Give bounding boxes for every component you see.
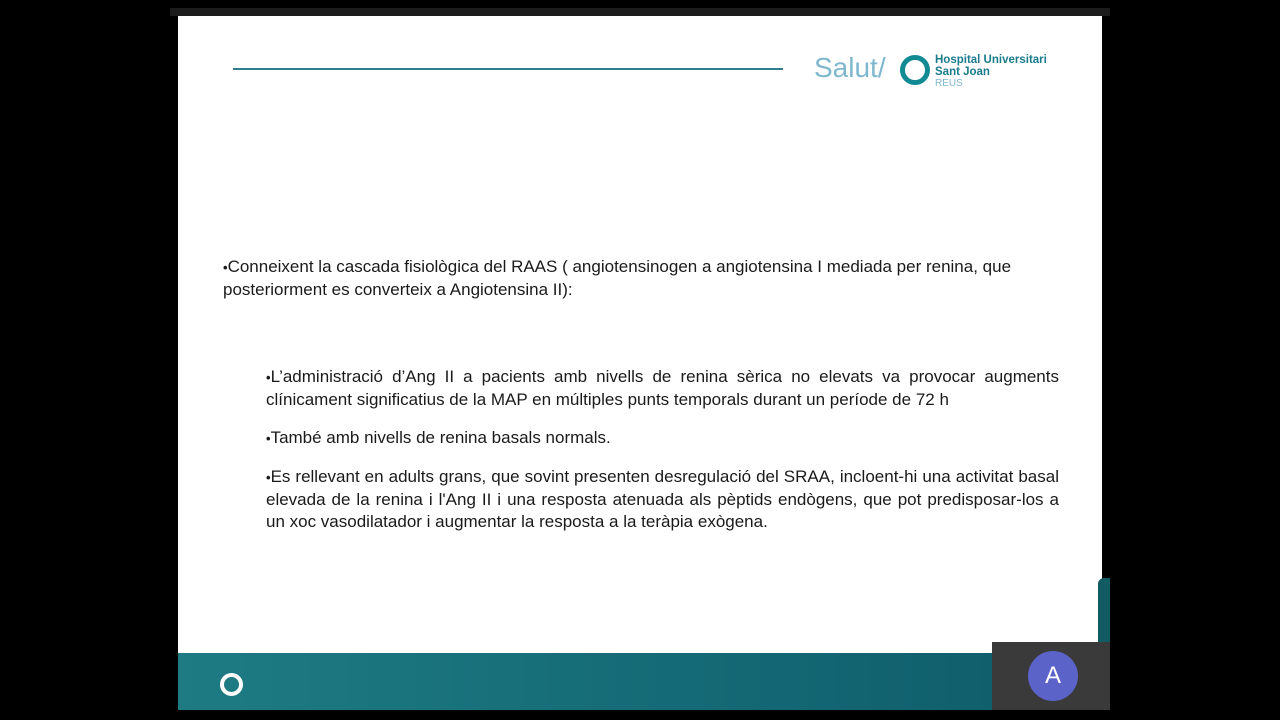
sub-bullet-text: També amb nivells de renina basals normals.	[270, 428, 611, 447]
sub-bullet-item	[266, 466, 1059, 533]
participant-avatar[interactable]: A	[1028, 651, 1078, 701]
slide-content	[223, 256, 1059, 549]
hospital-name-line2: Sant Joan	[935, 66, 990, 78]
hospital-logo-icon	[900, 55, 930, 85]
bullet-icon: •	[266, 370, 271, 385]
presentation-slide	[178, 16, 1102, 710]
sub-bullet-text: L’administració d’Ang II a pacients amb nivells de renina sèrica no elevats va provocar augments clínicament significatius de la MAP en múltiples punts temporals durant un període de 72 h	[266, 367, 1059, 409]
sub-bullet-item	[266, 366, 1059, 411]
slide-top-strip	[170, 8, 1110, 16]
participant-tile[interactable]	[992, 642, 1110, 710]
bullet-icon: •	[266, 431, 271, 446]
side-panel-tab[interactable]	[1098, 578, 1110, 648]
hospital-name-line3: REUS	[935, 78, 963, 89]
hospital-logo-text	[935, 54, 1047, 90]
main-bullet	[223, 256, 1059, 301]
sub-bullet-item	[266, 427, 1059, 450]
hospital-name-line1: Hospital Universitari	[935, 54, 1047, 66]
sub-bullet-list	[266, 366, 1059, 533]
header-rule	[233, 68, 783, 70]
bullet-icon: •	[266, 470, 271, 485]
main-bullet-text: Conneixent la cascada fisiològica del RAAS ( angiotensinogen a angiotensina I mediada per renina, que posteriorment es converteix a Angiotensina II):	[223, 257, 1012, 299]
bullet-icon: •	[223, 260, 228, 275]
sub-bullet-text: Es rellevant en adults grans, que sovint presenten desregulació del SRAA, incloent-hi una activitat basal elevada de la renina i l'Ang II i una resposta atenuada als pèptids endògens, que pot predisposar-los a un xoc vasodilatador i augmentar la resposta a la teràpia exògena.	[266, 467, 1059, 531]
footer-logo-icon	[220, 673, 243, 696]
slide-footer-band	[178, 653, 1102, 710]
salut-logo-text: Salut/	[814, 52, 886, 83]
